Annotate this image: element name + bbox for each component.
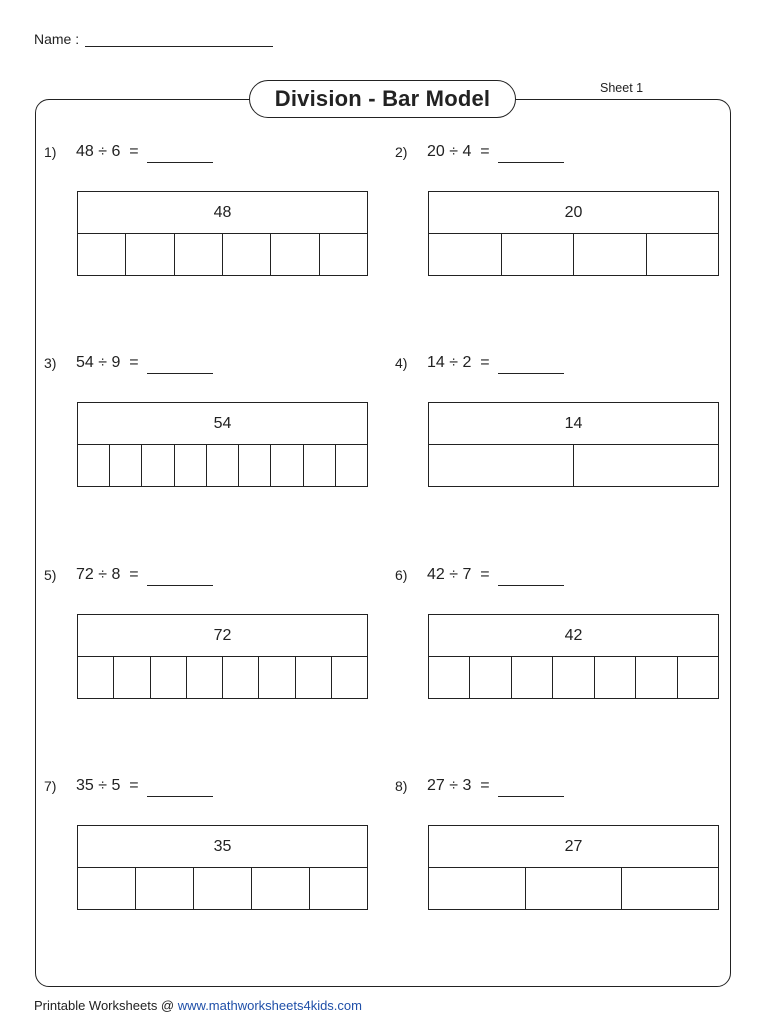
problem-6 [395,564,695,704]
bar-cell[interactable] [526,868,623,909]
answer-blank[interactable] [498,782,564,797]
problem-number: 6) [395,567,408,583]
bar-parts [429,657,718,698]
bar-cell[interactable] [78,234,126,275]
bar-parts [429,445,718,486]
problem-expression: 42 ÷ 7 = [427,566,490,583]
problem-8 [395,775,695,915]
problem-number: 5) [44,567,57,583]
bar-cell[interactable] [126,234,174,275]
problem-expression: 20 ÷ 4 = [427,143,490,160]
title-text: Division - Bar Model [274,86,491,111]
problem-5 [44,564,344,704]
problem-expression: 35 ÷ 5 = [76,777,139,794]
bar-model [428,191,719,276]
bar-cell[interactable] [502,234,575,275]
bar-model [77,825,368,910]
bar-cell[interactable] [574,234,647,275]
answer-blank[interactable] [498,359,564,374]
problem-2 [395,141,695,281]
bar-model [428,402,719,487]
bar-cell[interactable] [429,234,502,275]
footer-site-link[interactable]: www.mathworksheets4kids.com [177,998,362,1013]
bar-model [428,614,719,699]
answer-blank[interactable] [147,571,213,586]
bar-cell[interactable] [429,657,470,698]
bar-cell[interactable] [194,868,252,909]
bar-parts [429,234,718,275]
bar-cell[interactable] [78,657,114,698]
sheet-label: Sheet 1 [600,81,644,95]
bar-cell[interactable] [252,868,310,909]
answer-blank[interactable] [147,148,213,163]
bar-cell[interactable] [142,445,174,486]
bar-cell[interactable] [647,234,719,275]
bar-model [77,402,368,487]
problem-4 [395,352,695,492]
problem-1 [44,141,344,281]
answer-blank[interactable] [498,148,564,163]
problem-expression: 54 ÷ 9 = [76,354,139,371]
answer-blank[interactable] [147,359,213,374]
bar-total: 48 [78,192,367,234]
bar-cell[interactable] [304,445,336,486]
bar-cell[interactable] [310,868,367,909]
bar-total: 72 [78,615,367,657]
bar-total: 35 [78,826,367,868]
bar-cell[interactable] [429,868,526,909]
bar-cell[interactable] [595,657,636,698]
problem-number: 8) [395,778,408,794]
name-label: Name : [34,31,80,47]
bar-cell[interactable] [271,234,319,275]
bar-cell[interactable] [512,657,553,698]
bar-cell[interactable] [259,657,295,698]
bar-cell[interactable] [78,868,136,909]
problem-expression: 27 ÷ 3 = [427,777,490,794]
bar-total: 54 [78,403,367,445]
bar-cell[interactable] [553,657,594,698]
bar-model [77,191,368,276]
bar-cell[interactable] [207,445,239,486]
name-field[interactable] [85,29,273,47]
bar-cell[interactable] [574,445,718,486]
bar-parts [78,234,367,275]
bar-cell[interactable] [136,868,194,909]
bar-cell[interactable] [187,657,223,698]
bar-parts [78,445,367,486]
bar-parts [78,868,367,909]
bar-cell[interactable] [175,445,207,486]
problem-number: 3) [44,355,57,371]
problem-3 [44,352,344,492]
worksheet-title [249,80,516,118]
bar-cell[interactable] [336,445,367,486]
bar-cell[interactable] [636,657,677,698]
bar-cell[interactable] [110,445,142,486]
answer-blank[interactable] [498,571,564,586]
bar-cell[interactable] [78,445,110,486]
bar-total: 20 [429,192,718,234]
bar-model [428,825,719,910]
problem-expression: 72 ÷ 8 = [76,566,139,583]
footer [34,998,362,1013]
bar-cell[interactable] [332,657,367,698]
bar-model [77,614,368,699]
problem-number: 2) [395,144,408,160]
bar-parts [78,657,367,698]
problem-7 [44,775,344,915]
bar-total: 42 [429,615,718,657]
answer-blank[interactable] [147,782,213,797]
bar-total: 27 [429,826,718,868]
footer-prefix: Printable Worksheets @ [34,998,178,1013]
problem-number: 1) [44,144,57,160]
bar-parts [429,868,718,909]
name-row [34,29,273,47]
bar-total: 14 [429,403,718,445]
bar-cell[interactable] [470,657,511,698]
bar-cell[interactable] [296,657,332,698]
problem-number: 7) [44,778,57,794]
bar-cell[interactable] [223,234,271,275]
bar-cell[interactable] [678,657,718,698]
bar-cell[interactable] [175,234,223,275]
bar-cell[interactable] [239,445,271,486]
bar-cell[interactable] [223,657,259,698]
bar-cell[interactable] [622,868,718,909]
bar-cell[interactable] [320,234,367,275]
bar-cell[interactable] [271,445,303,486]
bar-cell[interactable] [114,657,150,698]
bar-cell[interactable] [429,445,574,486]
problem-expression: 48 ÷ 6 = [76,143,139,160]
problem-expression: 14 ÷ 2 = [427,354,490,371]
bar-cell[interactable] [151,657,187,698]
problem-number: 4) [395,355,408,371]
